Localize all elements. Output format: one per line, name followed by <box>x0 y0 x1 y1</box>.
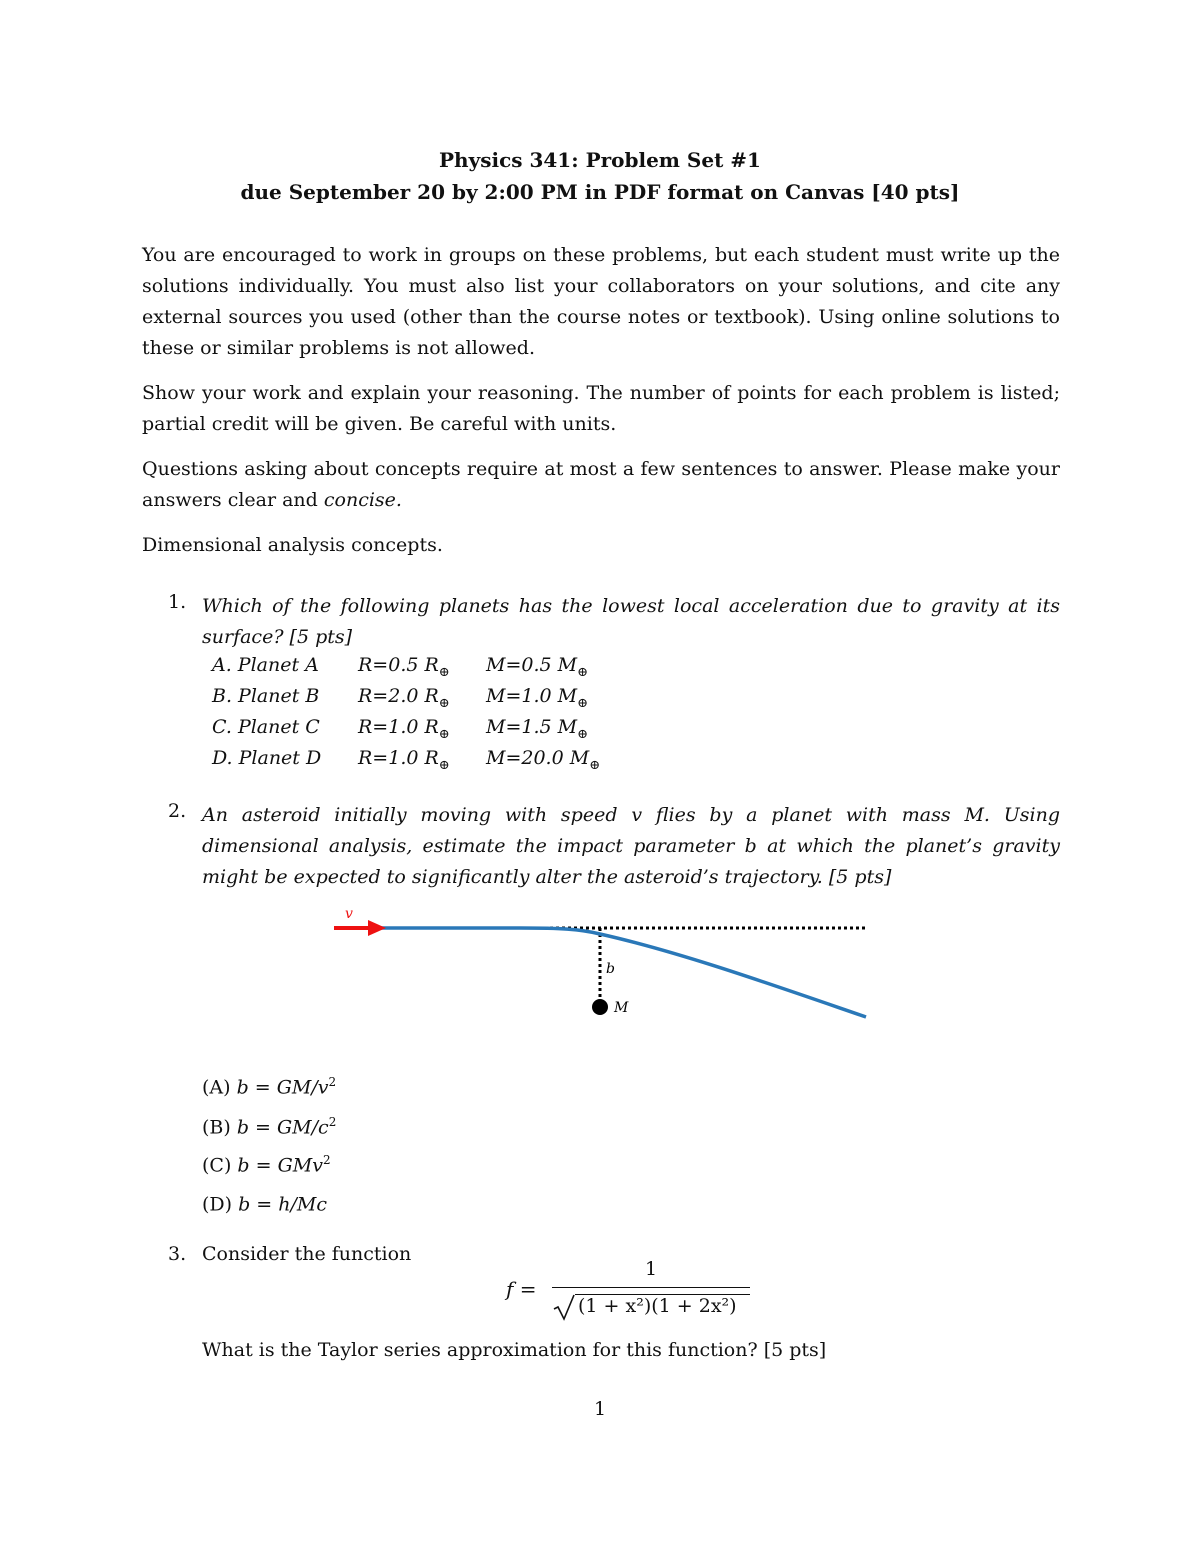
page-number: 1 <box>593 1398 607 1420</box>
q1-text: Which of the following planets has the lowest local acceleration due to gravity at its surface? [5 pts] <box>202 595 1060 648</box>
velocity-arrowhead <box>368 920 386 936</box>
fraction-bar <box>552 1287 750 1288</box>
section-heading: Dimensional analysis concepts. <box>142 534 443 556</box>
intro-paragraph-3: Questions asking about concepts require at most a few sentences to answer. Please make your answers clear and concise. <box>142 458 1060 511</box>
q3-text: Consider the function <box>202 1243 412 1265</box>
q2-choice-d: (D) b = h/Mc <box>202 1193 328 1216</box>
fraction-numerator: 1 <box>644 1258 658 1280</box>
planet-mass-dot <box>592 999 608 1015</box>
intro-paragraph-2: Show your work and explain your reasoning. The number of points for each problem is listed; partial credit will be given. Be careful with units. <box>142 382 1060 435</box>
impact-parameter-label: b <box>606 961 615 977</box>
mass-label: M <box>614 1000 629 1016</box>
q2-choice-b: (B) $b = GM/c^2$ <box>202 1115 337 1139</box>
q3-question: What is the Taylor series approximation for this function? [5 pts] <box>202 1339 827 1361</box>
intro-paragraph-1: You are encouraged to work in groups on these problems, but each student must write up the solutions individually. You must also list your collaborators on your solutions, and cite any external sources you used (other than the course notes or textbook). Using online solutions to these or similar problems is not allowed. <box>142 244 1060 359</box>
q2-choice-a: (A) $b = GM/v^2$ <box>202 1075 337 1099</box>
q3-number: 3. <box>168 1243 187 1265</box>
flyby-diagram <box>320 900 880 1030</box>
fraction-denominator: (1 + x²)(1 + 2x²) <box>578 1295 737 1317</box>
velocity-label: v <box>345 906 353 922</box>
document-page: Physics 341: Problem Set #1 due September 20 by 2:00 PM in PDF format on Canvas [40 pts] You are encouraged to work in groups on these problems, but each student must write up the solutions individually. You must also list your collaborators on your solutions, and cite any external sources you used (other than the course notes or textbook). Using online solutions to these or similar problems is not allowed. Show your work and explain your reasoning. The number of points for each problem is listed; partial credit will be given. Be careful with units. Questions asking about concepts require at most a few sentences to answer. Please make your answers clear and concise. Dimensional analysis concepts. 1. Which of the following planets has the lowest local acceleration due to gravity at its surface? [5 pts] A. Planet A R=0.5 $R_\oplus$ M=0.5 $M_\oplus$ B. Planet B R=2.0 $R_\oplus$ M=1.0 $M_\oplus$ C. Planet C R=1.0 $R_\oplus$ M=1.5 $M_\oplus$ D. Planet D R=1.0 $R_\oplus$ M=20.0 $M_\oplus$ 2. An asteroid initially moving with speed v flies by a planet with mass M. Using dimensional analysis, estimate the impact parameter b at which the planet’s gravity might be expected to significantly alter the asteroid’s trajectory. [5 pts] v b M (A) $b = GM/v^2$ (B) $b = GM/c^2$ (C) b = GMv$^2$ (D) b = h/Mc 3. Consider the function f = 1 (1 + x²)(1 + 2x²) What is the Taylor series approximation for this function? [5 pts] 1 <box>0 0 1200 1553</box>
due-date-line: due September 20 by 2:00 PM in PDF format on Canvas [40 pts] <box>240 180 960 204</box>
q2-text: An asteroid initially moving with speed v flies by a planet with mass M. Using dimensional analysis, estimate the impact parameter b at which the planet’s gravity might be expected to significantly alter the asteroid’s trajectory. [5 pts] <box>202 804 1060 888</box>
q2-choice-c: (C) b = GMv$^2$ <box>202 1153 331 1177</box>
sqrt-symbol <box>552 1292 576 1322</box>
function-lhs: f = <box>506 1277 537 1301</box>
q2-number: 2. <box>168 800 187 822</box>
emphasis-concise: concise. <box>323 489 402 511</box>
q1-number: 1. <box>168 591 187 613</box>
page-title: Physics 341: Problem Set #1 <box>439 148 761 172</box>
